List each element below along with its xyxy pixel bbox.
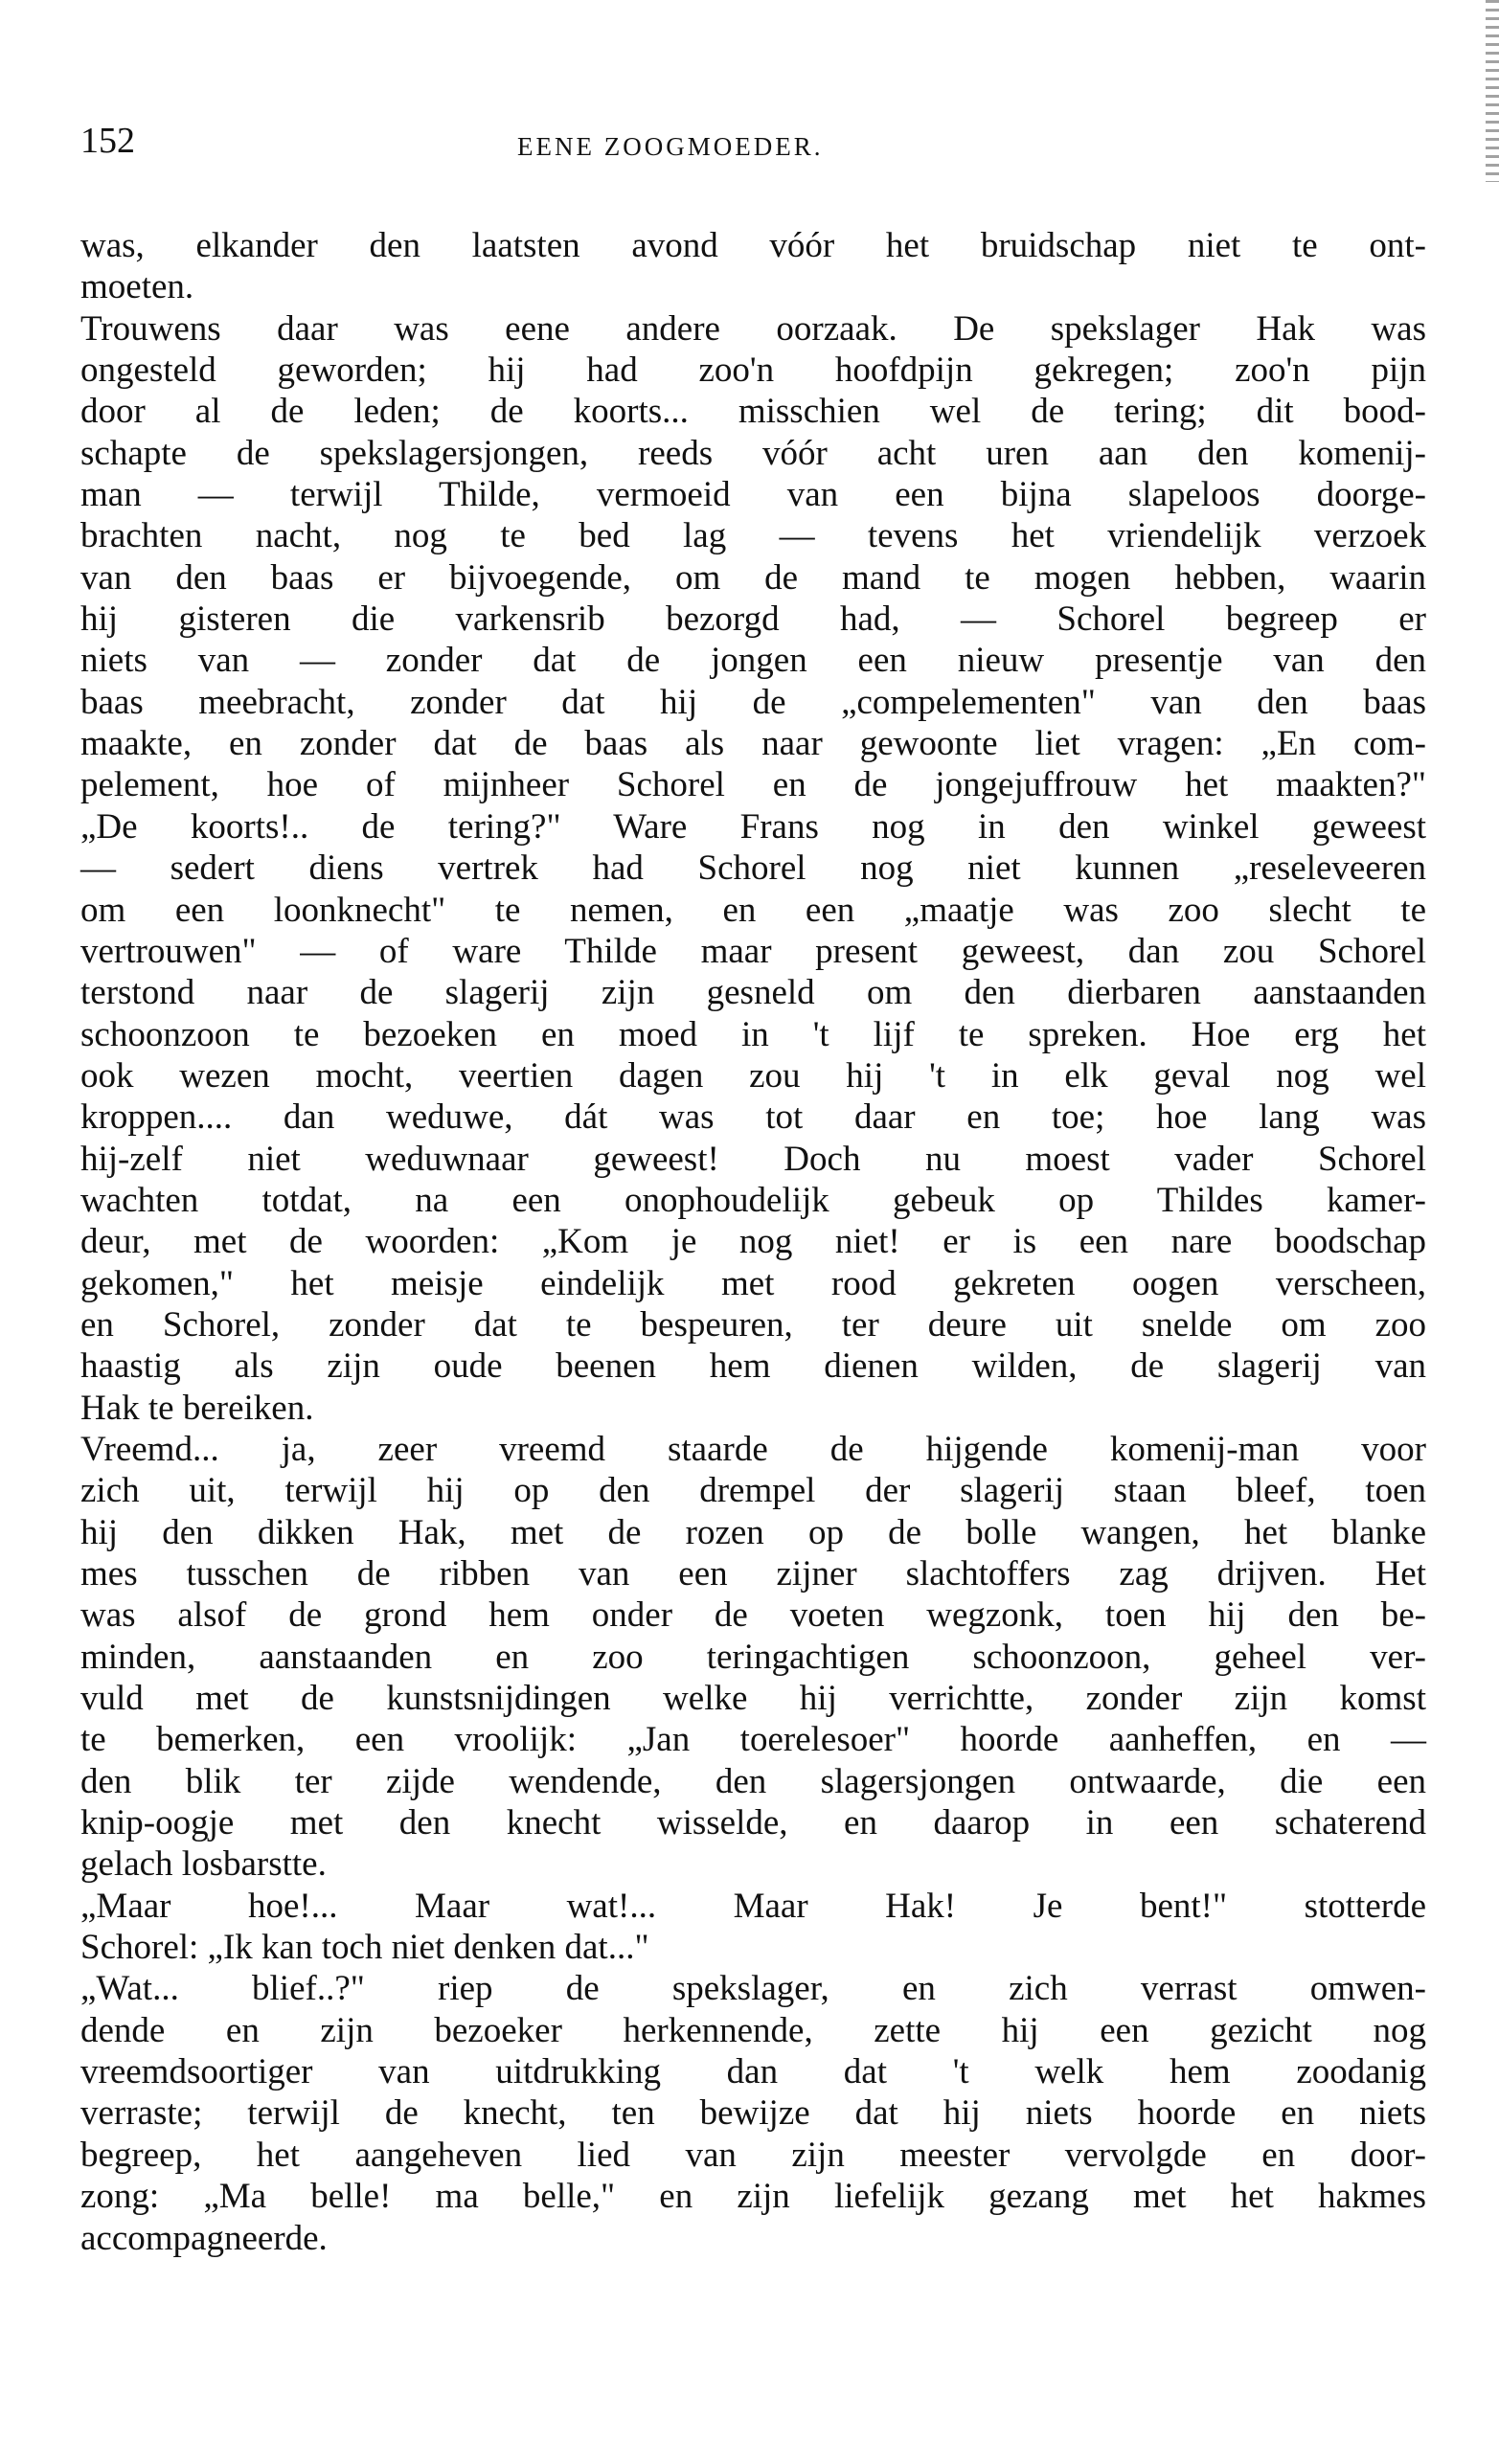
text-line: — sedert diens vertrek had Schorel nog niet kunnen „reseleveeren <box>80 848 1426 889</box>
text-line: hij den dikken Hak, met de rozen op de bolle wangen, het blanke <box>80 1512 1426 1552</box>
text-line: baas meebracht, zonder dat hij de „compelementen" van den baas <box>80 682 1426 722</box>
text-line: niets van — zonder dat de jongen een nieuw presentje van den <box>80 641 1426 681</box>
text-line: vuld met de kunstsnijdingen welke hij verrichtte, zonder zijn komst <box>80 1679 1426 1719</box>
page-number: 152 <box>80 121 135 161</box>
text-line: ook wezen mocht, veertien dagen zou hij 't in elk geval nog wel <box>80 1055 1426 1096</box>
running-title: EENE ZOOGMOEDER. <box>517 132 824 161</box>
text-line: Hak te bereiken. <box>80 1388 314 1428</box>
text-line: schapte de spekslagersjongen, reeds vóór acht uren aan den komenij- <box>80 433 1426 473</box>
text-line: kroppen.... dan weduwe, dát was tot daar en toe; hoe lang was <box>80 1097 1426 1138</box>
text-line: haastig als zijn oude beenen hem dienen wilden, de slagerij van <box>80 1346 1426 1387</box>
text-line: „Maar hoe!... Maar wat!... Maar Hak! Je bent!" stotterde <box>80 1886 1426 1926</box>
text-line: maakte, en zonder dat de baas als naar gewoonte liet vragen: „En com- <box>80 724 1426 764</box>
text-line: dende en zijn bezoeker herkennende, zette hij een gezicht nog <box>80 2010 1426 2050</box>
text-line: „Wat... blief..?" riep de spekslager, en zich verrast omwen- <box>80 1969 1426 2009</box>
text-line: zong: „Ma belle! ma belle," en zijn liefelijk gezang met het hakmes <box>80 2177 1426 2217</box>
text-line: van den baas er bijvoegende, om de mand te mogen hebben, waarin <box>80 557 1426 598</box>
text-line: Vreemd... ja, zeer vreemd staarde de hijgende komenij-man voor <box>80 1429 1426 1469</box>
text-line: den blik ter zijde wendende, den slagersjongen ontwaarde, die een <box>80 1761 1426 1801</box>
body-text <box>80 225 1426 2259</box>
text-line: gekomen," het meisje eindelijk met rood gekreten oogen verscheen, <box>80 1263 1426 1303</box>
text-line: door al de leden; de koorts... misschien wel de tering; dit bood- <box>80 392 1426 432</box>
page-edge-scan-artifact <box>1486 0 1499 182</box>
text-line: schoonzoon te bezoeken en moed in 't lijf te spreken. Hoe erg het <box>80 1014 1426 1054</box>
text-line: vertrouwen" — of ware Thilde maar present geweest, dan zou Schorel <box>80 931 1426 971</box>
text-line: brachten nacht, nog te bed lag — tevens het vriendelijk verzoek <box>80 516 1426 556</box>
text-line: begreep, het aangeheven lied van zijn meester vervolgde en door- <box>80 2135 1426 2175</box>
text-line: verraste; terwijl de knecht, ten bewijze dat hij niets hoorde en niets <box>80 2093 1426 2134</box>
text-line: ongesteld geworden; hij had zoo'n hoofdpijn gekregen; zoo'n pijn <box>80 350 1426 391</box>
text-line: „De koorts!.. de tering?" Ware Frans nog in den winkel geweest <box>80 806 1426 847</box>
text-line: man — terwijl Thilde, vermoeid van een bijna slapeloos doorge- <box>80 475 1426 515</box>
text-line: Trouwens daar was eene andere oorzaak. De spekslager Hak was <box>80 308 1426 349</box>
text-line: was alsof de grond hem onder de voeten wegzonk, toen hij den be- <box>80 1595 1426 1636</box>
text-line: vreemdsoortiger van uitdrukking dan dat 't welk hem zoodanig <box>80 2052 1426 2092</box>
text-line: minden, aanstaanden en zoo teringachtigen schoonzoon, geheel ver- <box>80 1637 1426 1677</box>
text-line: Schorel: „Ik kan toch niet denken dat..." <box>80 1928 649 1968</box>
text-line: mes tusschen de ribben van een zijner slachtoffers zag drijven. Het <box>80 1554 1426 1594</box>
text-line: deur, met de woorden: „Kom je nog niet! er is een nare boodschap <box>80 1222 1426 1262</box>
text-line: gelach losbarstte. <box>80 1844 327 1885</box>
text-line: terstond naar de slagerij zijn gesneld om den dierbaren aanstaanden <box>80 973 1426 1013</box>
text-line: pelement, hoe of mijnheer Schorel en de jongejuffrouw het maakten?" <box>80 765 1426 805</box>
text-line: hij-zelf niet weduwnaar geweest! Doch nu moest vader Schorel <box>80 1139 1426 1179</box>
text-line: wachten totdat, na een onophoudelijk gebeuk op Thildes kamer- <box>80 1180 1426 1220</box>
text-line: moeten. <box>80 267 194 307</box>
text-line: om een loonknecht" te nemen, en een „maatje was zoo slecht te <box>80 890 1426 930</box>
text-line: zich uit, terwijl hij op den drempel der slagerij staan bleef, toen <box>80 1471 1426 1511</box>
text-line: en Schorel, zonder dat te bespeuren, ter deure uit snelde om zoo <box>80 1304 1426 1345</box>
text-line: te bemerken, een vroolijk: „Jan toerelesoer" hoorde aanheffen, en — <box>80 1720 1426 1760</box>
text-line: hij gisteren die varkensrib bezorgd had, — Schorel begreep er <box>80 599 1426 640</box>
text-line: knip-oogje met den knecht wisselde, en daarop in een schaterend <box>80 1803 1426 1843</box>
text-line: was, elkander den laatsten avond vóór het bruidschap niet te ont- <box>80 226 1426 265</box>
text-line: accompagneerde. <box>80 2218 328 2258</box>
